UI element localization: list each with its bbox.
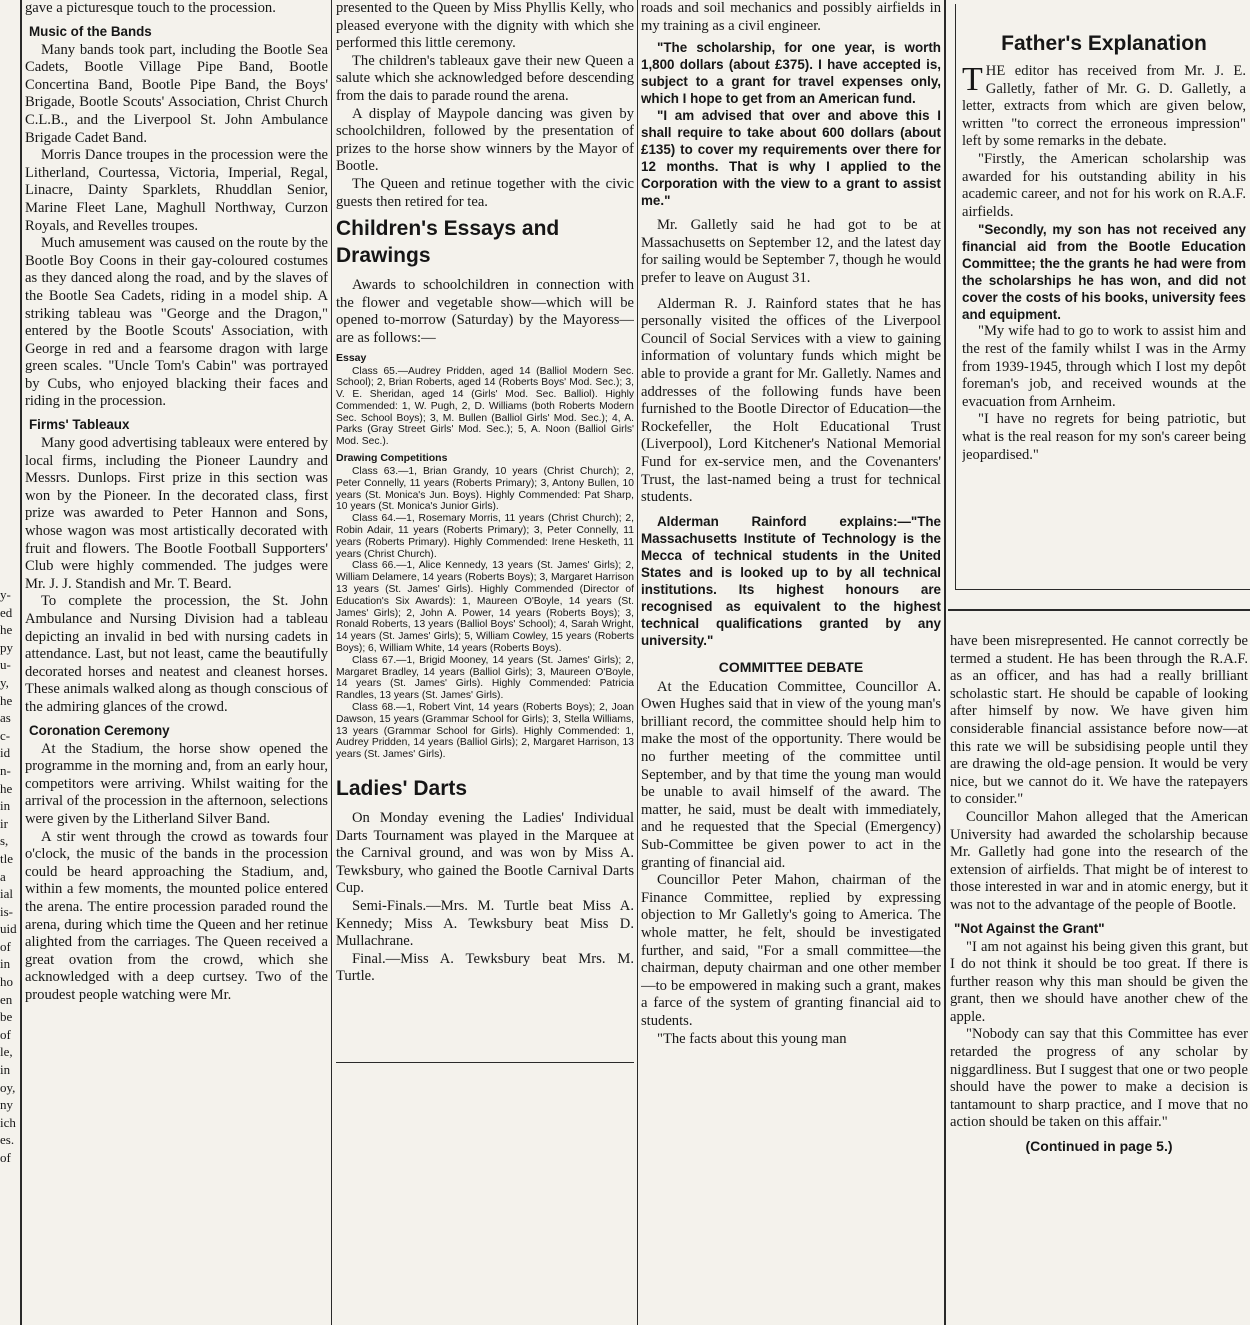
margin-fragment: in	[0, 1062, 11, 1078]
results-list: Class 64.—1, Rosemary Morris, 11 years (Christ Church); 2, Robin Adair, 11 years (Roberts Primary); 3, Peter Connelly, 11 years (Roberts Primary). Highly Commended: Irene Hesketh, 11 years (Christ Church).	[336, 513, 634, 560]
margin-fragment: is-	[0, 903, 13, 919]
column-1	[25, 0, 328, 1325]
paragraph: Alderman R. J. Rainford states that he has personally visited the offices of the Liverpool Council of Social Services with a view to gaining information of voluntary funds which might be able to provide a grant for Mr. Galletly. Names and addresses of the following funds have been furnished to the Bootle Director of Education—the Rockefeller, the Holt Educational Trust (Liverpool), Lord Kitchener's National Memorial Fund for ex-service men, and the Covenanters' Trust, the last-named being a trust for technical students.	[641, 295, 941, 506]
margin-fragment: py	[0, 639, 13, 655]
margin-fragment: ho	[0, 974, 13, 990]
margin-fragment: a	[0, 868, 6, 884]
box-rule	[955, 589, 1250, 590]
paragraph: A stir went through the crowd as towards four o'clock, the music of the bands in the procession could be heard approaching the Stadium, and, within a few moments, the mounted police entered the arena. The entire procession paraded round the arena, during which time the Queen and her retinue alighted from the carriages. The Queen received a great ovation from the crowd, which she acknowledged with a deep curtsey. Two of the proudest people watching were Mr.	[25, 828, 328, 1003]
paragraph: The Queen and retinue together with the civic guests then retired for tea.	[336, 175, 634, 210]
subhead-firms-tableaux: Firms' Tableaux	[29, 417, 130, 433]
paragraph: roads and soil mechanics and possibly airfields in my training as a civil engineer.	[641, 0, 941, 34]
paragraph: Semi-Finals.—Mrs. M. Turtle beat Miss A. Kennedy; Miss A. Tewksbury beat Miss D. Mullachrane.	[336, 897, 634, 950]
column-rule	[331, 0, 332, 1325]
drop-cap: T	[962, 61, 983, 98]
subhead-coronation-ceremony: Coronation Ceremony	[29, 722, 170, 738]
continued-notice: (Continued in page 5.)	[1025, 1138, 1173, 1155]
subhead-essay: Essay	[336, 351, 367, 364]
margin-fragment: tle	[0, 850, 13, 866]
results-list: Class 67.—1, Brigid Mooney, 14 years (St. James' Girls); 2, Margaret Bradley, 14 years (Balliol Girls); 3, Maureen O'Boyle, 14 years (St. James' Girls). Highly Commended: Patricia Randles, 13 years (St. James' Girls).	[336, 654, 634, 702]
paragraph: At the Education Committee, Councillor A. Owen Hughes said that in view of the young man's brilliant record, the committee should help him to make the most of the opportunity. There would be no further meeting of the committee until September, and by that time the young man would be unable to avail himself of the award. The matter, he said, must be dealt with immediately, and he requested that the Special (Emergency) Sub-Committee be given power to act in the granting of financial aid.	[641, 678, 941, 871]
results-list: Class 65.—Audrey Pridden, aged 14 (Balliol Modern Sec. School); 2, Brian Roberts, aged 14 (Roberts Boys' Mod. Sec.); 3, V. E. Sheridan, aged 14 (Girls' Mod. Sec. Balliol). Highly Commended: 1, W. Pugh, 2, D. Williams (both Roberts Modern Sec. School Boys); 3, M. Bullen (Balliol Girls' Mod. Sec.); 4, A. Parks (Gray Street Girls' Mod. Sec.); 5, A. Noon (Balliol Girls' Mod. Sec.).	[336, 365, 634, 448]
margin-fragment: c-	[0, 727, 11, 743]
section-rule	[948, 609, 1250, 611]
margin-fragment: of	[0, 1026, 11, 1042]
paragraph: Morris Dance troupes in the procession were the Litherland, Courtessa, Victoria, Imperial, Regal, Linacre, Dainty Sparklets, Rhuddlan Senior, Marine Fleet Lane, Maghull Northway, Curzon Royals, and Revelles troupes.	[25, 147, 328, 234]
paragraph: The children's tableaux gave their new Queen a salute which she acknowledged before descending from the dais to parade round the arena.	[336, 52, 634, 104]
results-list: Class 66.—1, Alice Kennedy, 13 years (St. James' Girls); 2, William Delamere, 14 years (Roberts Boys); 3, Margaret Harrison 13 years (St. James' Girls). Highly Commended (Director of Education's Six Awards): 1, Maureen O'Boyle, 14 years (St. James' Girls); 2, John A. Power, 14 years (Roberts Boys); 3, Ronald Roberts, 13 years (Balliol Boys' School); 4, Sarah Wright, 14 years (St. James' Girls); 5, William Cowley, 15 years (Roberts Boys); 6, William White, 14 years (Roberts Boys).	[336, 560, 634, 655]
subhead-not-against-grant: "Not Against the Grant"	[954, 920, 1105, 936]
margin-fragment: y-	[0, 587, 11, 602]
margin-fragments	[0, 0, 19, 1167]
results-list: Class 63.—1, Brian Grandy, 10 years (Christ Church); 2, Peter Connelly, 11 years (Roberts Primary); 3, Antony Bullen, 10 years (St. Monica's Jun. Boys). Highly Commended: Pat Sharp, 10 years (St. Monica's Junior Girls).	[336, 466, 634, 513]
margin-fragment: en	[0, 991, 13, 1007]
paragraph: "Firstly, the American scholarship was awarded for his outstanding ability in his academic career, and not for his work on R.A.F. airfields.	[962, 150, 1246, 220]
paragraph: Councillor Mahon alleged that the American University had awarded the scholarship because Mr. Galletly had gone into the research of the extension of airfields. That might be of interest to those interested in war and in atomic energy, but it was not to the advantage of the people of Bootle.	[950, 808, 1248, 913]
paragraph: presented to the Queen by Miss Phyllis Kelly, who pleased everyone with the dignity with which she performed this little ceremony.	[336, 0, 634, 52]
margin-fragment: he	[0, 622, 13, 638]
margin-fragment: n-	[0, 762, 11, 778]
quote-bold: Alderman Rainford explains:—"The Massachusetts Institute of Technology is the Mecca of technical students in the United States and is looked up to by all technical institutions. Its highest honours are recognised as equivalent to the highest technical qualifications granted by any university."	[641, 513, 941, 648]
paragraph: On Monday evening the Ladies' Individual Darts Tournament was played in the Marquee at the Carnival ground, and was won by Miss A. Tewksbury, who gained the Bootle Carnival Darts Cup.	[336, 810, 634, 897]
margin-fragment: ir	[0, 815, 8, 831]
subhead-committee-debate: COMMITTEE DEBATE	[718, 658, 864, 675]
margin-fragment: he	[0, 780, 13, 796]
paragraph: "I am not against his being given this grant, but I do not think it should be too great. If there is further reason why this man should be given the grant, then we should have another chew of the apple.	[950, 938, 1248, 1025]
column-2	[336, 0, 634, 1325]
paragraph: "I have no regrets for being patriotic, but what is the real reason for my son's career being jeopardised."	[962, 411, 1246, 463]
headline-childrens-essays: Children's Essays and Drawings	[336, 217, 560, 268]
margin-fragment: ny	[0, 1097, 13, 1113]
column-opening: gave a picturesque touch to the procession.	[25, 0, 276, 16]
left-margin-column	[0, 0, 19, 1325]
column-rule	[944, 0, 946, 1325]
quote-bold: "I am advised that over and above this I shall require to take about 600 dollars (about £135) to cover my requirements over there for 12 months. That is why I applied to the Corporation with the view to a grant to assist me."	[641, 108, 941, 209]
paragraph: Councillor Peter Mahon, chairman of the Finance Committee, replied by expressing objection to Mr Galletly's going to America. The whole matter, he felt, should be investigated further, and said, "For a small committee—the chairman, deputy chairman and one other member—to be empowered in making such a grant, makes a farce of the system of granting financial aid to students.	[641, 872, 941, 1029]
quote-bold: "The scholarship, for one year, is worth 1,800 dollars (about £375). I have accepted is, subject to a grant for travel expenses only, which I hope to get from an American fund.	[641, 40, 941, 107]
results-list: Class 68.—1, Robert Vint, 14 years (Roberts Boys); 2, Joan Dawson, 15 years (Grammar School for Girls); 3, Stella Williams, 13 years (Grammar School for Girls). Highly Commended: 1, Audrey Pridden, 14 years (Balliol Girls); 2, Margaret Harrison, 13 years (St. James' Girls).	[336, 702, 634, 761]
quote-bold: "Secondly, my son has not received any financial aid from the Bootle Education Committee; the the grants he had were from the scholarships he has won, and did not cover the costs of his books, university fees and equipment.	[962, 222, 1246, 323]
margin-fragment: ial	[0, 886, 13, 902]
column-3	[641, 0, 941, 1325]
paragraph: At the Stadium, the horse show opened the programme in the morning and, from an early hour, competitors were arriving. Whilst waiting for the arrival of the procession in the afternoon, selections were given by the Litherland Silver Band.	[25, 740, 328, 827]
margin-fragment: u-	[0, 657, 11, 673]
margin-fragment: in	[0, 956, 11, 972]
column-4-box	[962, 0, 1246, 585]
subhead-music-bands: Music of the Bands	[29, 23, 152, 39]
subhead-drawing-competitions: Drawing Competitions	[336, 452, 448, 465]
paragraph: have been misrepresented. He cannot correctly be termed a student. He has been through the R.A.F. as an officer, and has had a really brilliant scholastic start. He should be capable of looking after himself by now. We have given him considerable financial assistance before now—at this rate we will be subsidising people until they are drawing the old-age pension. It would be very nice, but we cannot do it. We have the ratepayers to consider."	[950, 633, 1248, 808]
margin-fragment: of	[0, 1150, 11, 1165]
drop-cap-text: HE editor has received from Mr. J. E. Galletly, father of Mr. G. D. Galletly, a letter, extracts from which are given below, written "to correct the erroneous impression" left by some remarks in the debate.	[962, 63, 1246, 150]
headline-fathers-explanation: Father's Explanation	[1001, 32, 1207, 55]
column-4-continuation	[950, 633, 1248, 1325]
paragraph: "Nobody can say that this Committee has ever retarded the progress of any scholar by niggardliness. But I suggest that one or two people should have the power to make a decision is tantamount to sharp practice, and I move that no action should be taken on this affair."	[950, 1026, 1248, 1131]
headline-ladies-darts: Ladies' Darts	[336, 777, 468, 800]
margin-fragment: es.	[0, 1132, 15, 1148]
paragraph: Many bands took part, including the Bootle Sea Cadets, Bootle Village Pipe Band, Bootle Concertina Band, Bootle Pipe Band, the Boys' Brigade, Bootle Scouts' Association, Christ Church C.L.B., and the Liverpool St. John Ambulance Brigade Cadet Band.	[25, 41, 328, 146]
margin-fragment: ed	[0, 604, 13, 620]
paragraph: Awards to schoolchildren in connection with the flower and vegetable show—which will be opened to-morrow (Saturday) by the Mayoress—are as follows:—	[336, 277, 634, 346]
margin-fragment: be	[0, 1009, 13, 1025]
paragraph: "My wife had to go to work to assist him and the rest of the family whilst I was in the Army from 1939-1945, through which I lost my depôt foreman's job, and received wounds at the evacuation from Arnheim.	[962, 323, 1246, 410]
paragraph: Final.—Miss A. Tewksbury beat Mrs. M. Turtle.	[336, 950, 634, 985]
margin-fragment: he	[0, 692, 13, 708]
margin-fragment: id	[0, 745, 11, 761]
paragraph: A display of Maypole dancing was given by schoolchildren, followed by the presentation of prizes to the horse show winners by the Mayor of Bootle.	[336, 105, 634, 175]
margin-fragment: oy,	[0, 1079, 16, 1095]
paragraph: To complete the procession, the St. John Ambulance and Nursing Division had a tableau depicting an invalid in bed with nursing cadets in attendance. Last, but not least, came the beautifully decorated horses and neatest and cleanest horses. These animals walked along as though conscious of the admiring glances of the crowd.	[25, 593, 328, 715]
column-rule	[20, 0, 22, 1325]
margin-fragment: as	[0, 710, 11, 726]
paragraph	[962, 63, 1246, 151]
margin-fragment: le,	[0, 1044, 13, 1060]
margin-fragment: y,	[0, 674, 9, 690]
box-rule	[955, 4, 956, 589]
margin-fragment: in	[0, 798, 11, 814]
paragraph: Mr. Galletly said he had got to be at Massachusetts on September 12, and the latest day for sailing would be September 7, though he would prefer to leave on August 31.	[641, 217, 941, 286]
paragraph: "The facts about this young man	[657, 1030, 847, 1047]
margin-fragment: ich	[0, 1114, 16, 1130]
paragraph: Much amusement was caused on the route by the Bootle Boy Coons in their gay-coloured costumes as they danced along the road, and by the slaves of the Bootle Sea Cadets, riding in a model ship. A striking tableau was "George and the Dragon," entered by the Bootle Scouts' Association, with George in red and a fearsome dragon with large green scales. "Uncle Tom's Cabin" was portrayed by Cubs, who enjoyed blacking their faces and riding in the procession.	[25, 235, 328, 410]
paragraph: Many good advertising tableaux were entered by local firms, including the Pioneer Laundry and Messrs. Dunlops. First prize in this section was won by the Pioneer. In the decorated class, first prize was awarded to Peter Hannon and Sons, whose wagon was most artistically decorated with fruit and flowers. The Bootle Football Supporters' Club were highly commended. The judges were Mr. J. J. Standish and Mr. T. Beard.	[25, 435, 328, 592]
margin-fragment: of	[0, 938, 11, 954]
margin-fragment: uid	[0, 921, 17, 937]
column-rule	[637, 0, 638, 1325]
margin-fragment: s,	[0, 833, 9, 849]
